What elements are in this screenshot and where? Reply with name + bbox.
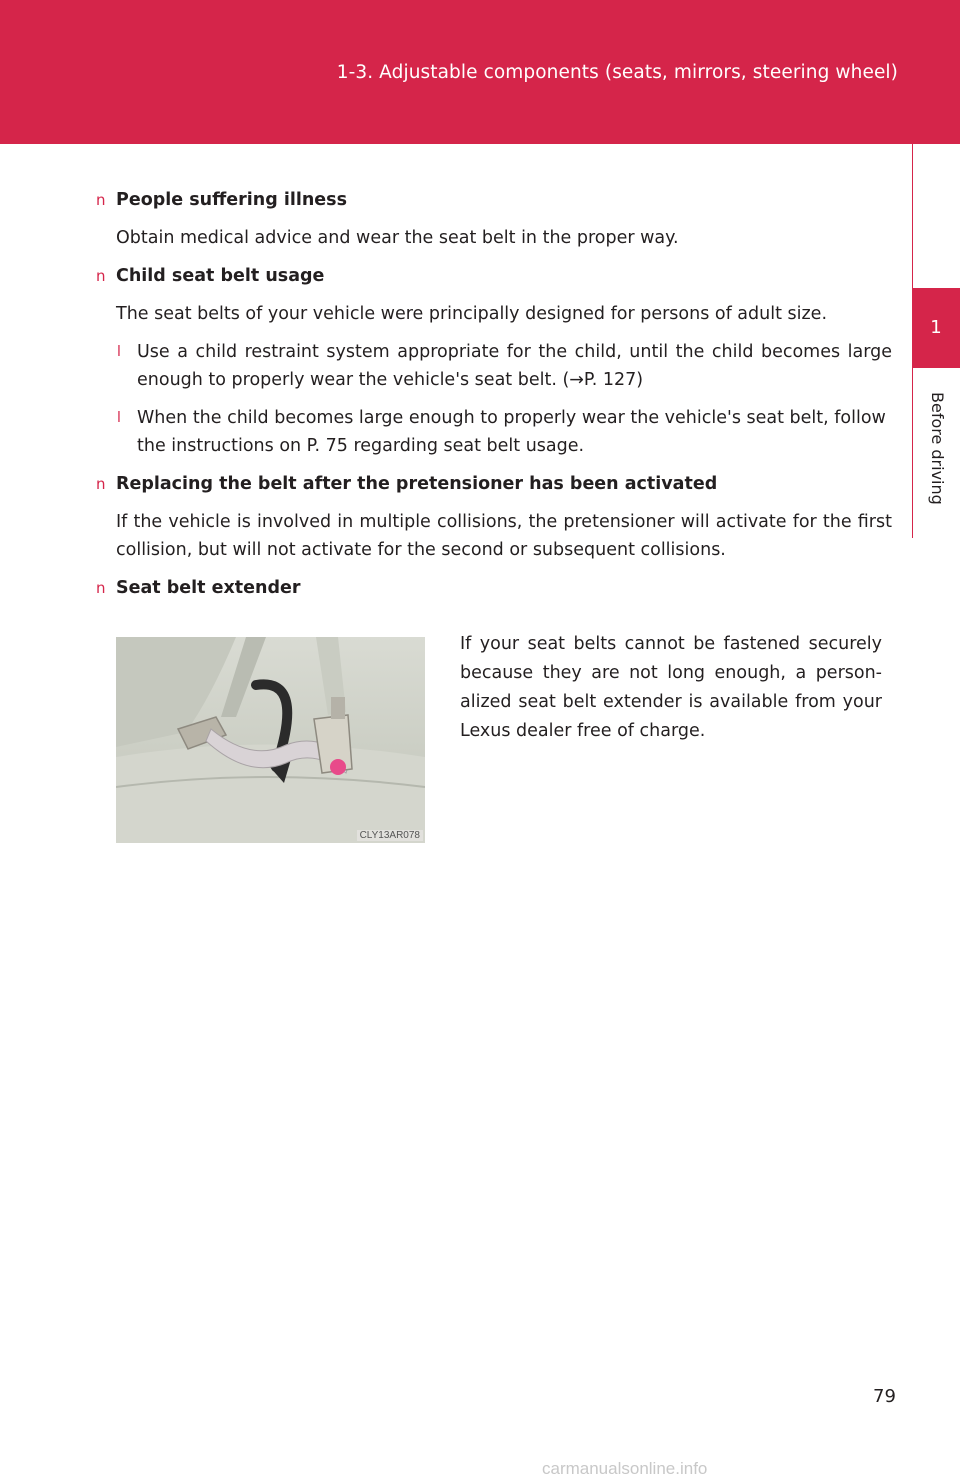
section-text-pretensioner: If the vehicle is involved in multiple collisions, the pretensioner will activate for the first collision, but will not activate for the second or subsequent collisions. — [116, 512, 892, 560]
chapter-tab-number: 1 — [912, 288, 960, 368]
watermark: carmanualsonline.info — [542, 1459, 708, 1478]
section-heading-text: Replacing the belt after the pretensioner has been activated — [116, 474, 718, 494]
seat-belt-extender-icon — [116, 637, 425, 843]
section-heading-text: People suffering illness — [116, 190, 347, 210]
section-heading-illness — [96, 186, 892, 214]
section-text-illness: Obtain medical advice and wear the seat belt in the proper way. — [116, 228, 679, 248]
list-bullet: l — [117, 344, 121, 360]
section-bullet: n — [96, 191, 106, 209]
list-item-text: Use a child restraint system appropriate for the child, until the child becomes large enough to properly wear the vehicle's seat belt. (→P. 127) — [137, 342, 892, 390]
page-header — [0, 0, 960, 144]
section-text-child: The seat belts of your vehicle were principally designed for persons of adult size. — [116, 304, 828, 324]
section-bullet: n — [96, 267, 106, 285]
seat-belt-extender-illustration — [116, 637, 425, 843]
section-heading-child — [96, 262, 892, 290]
section-bullet: n — [96, 579, 106, 597]
list-item — [117, 404, 892, 460]
figure-code: CLY13AR078 — [357, 830, 423, 841]
header-title: 1-3. Adjustable components (seats, mirrors, steering wheel) — [336, 62, 898, 83]
section-heading-extender — [96, 574, 892, 602]
section-text-extender: If your seat belts cannot be fastened securely because they are not long enough, a person-alized seat belt extender is available from your Lexus dealer free of charge. — [460, 634, 882, 741]
section-heading-pretensioner — [96, 470, 892, 498]
list-bullet: l — [117, 410, 121, 426]
list-item-text: When the child becomes large enough to properly wear the vehicle's seat belt, follow the instructions on P. 75 regarding seat belt usage. — [137, 408, 886, 456]
section-heading-text: Child seat belt usage — [116, 266, 325, 286]
page-content — [96, 186, 892, 602]
chapter-tab-label: Before driving — [928, 392, 947, 505]
section-bullet: n — [96, 475, 106, 493]
page-number: 79 — [873, 1386, 896, 1407]
section-heading-text: Seat belt extender — [116, 578, 301, 598]
list-item — [117, 338, 892, 394]
